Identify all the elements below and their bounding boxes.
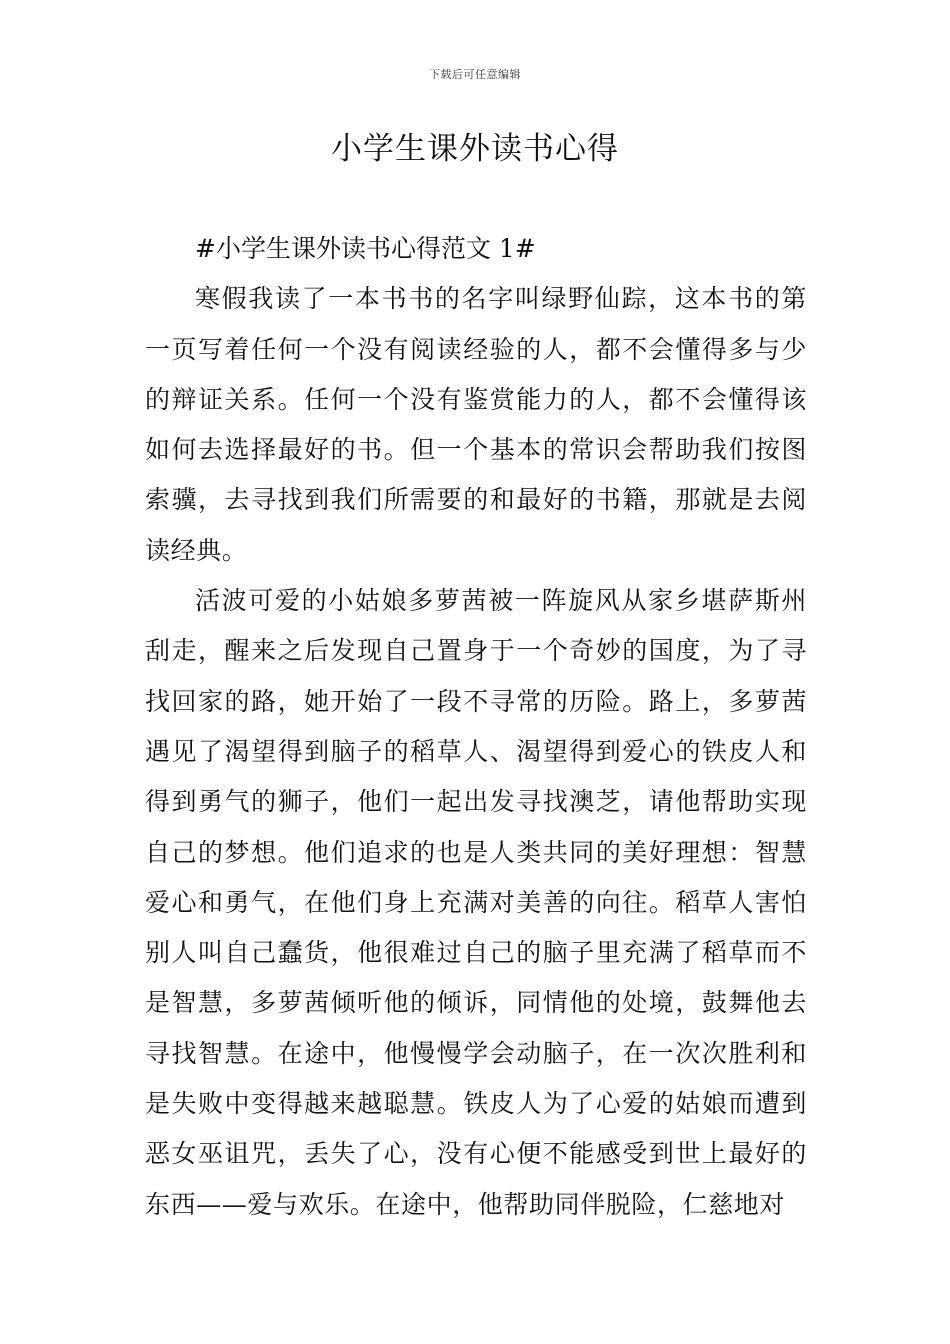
section-heading: #小学生课外读书心得范文 1#	[195, 234, 536, 263]
paragraph-1: 寒假我读了一本书书的名字叫绿野仙踪，这本书的第一页写着任何一个没有阅读经验的人，都不会懂得多与少的辩证关系。任何一个没有鉴赏能力的人，都不会懂得该如何去选择最好的书。但一个基本的常识会帮助我们按图索骥，去寻找到我们所需要的和最好的书籍，那就是去阅读经典。	[145, 284, 807, 565]
header-note: 下载后可任意编辑	[429, 68, 521, 81]
document-title: 小学生课外读书心得	[331, 131, 619, 167]
paragraph-2: 活波可爱的小姑娘多萝茜被一阵旋风从家乡堪萨斯州刮走，醒来之后发现自己置身于一个奇妙的国度，为了寻找回家的路，她开始了一段不寻常的历险。路上，多萝茜遇见了渴望得到脑子的稻草人、渴望得到爱心的铁皮人和得到勇气的狮子，他们一起出发寻找澳芝，请他帮助实现自己的梦想。他们追求的也是人类共同的美好理想：智慧爱心和勇气，在他们身上充满对美善的向往。稻草人害怕别人叫自己蠢货，他很难过自己的脑子里充满了稻草而不是智慧，多萝茜倾听他的倾诉，同情他的处境，鼓舞他去寻找智慧。在途中，他慢慢学会动脑子，在一次次胜利和是失败中变得越来越聪慧。铁皮人为了心爱的姑娘而遭到恶女巫诅咒，丢失了心，没有心便不能感受到世上最好的东西——爱与欢乐。在途中，他帮助同伴脱险，仁慈地对	[145, 586, 807, 1219]
document-body	[145, 224, 807, 1230]
